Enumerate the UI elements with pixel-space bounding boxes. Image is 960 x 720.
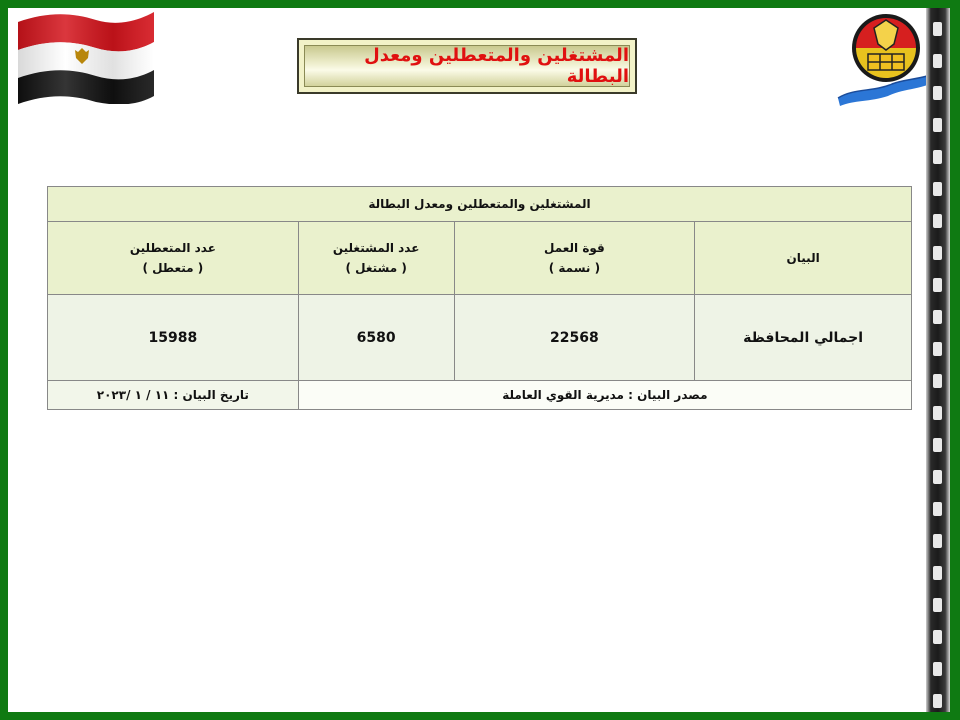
header-labor-force-line1: قوة العمل bbox=[544, 241, 605, 255]
slide bbox=[8, 8, 950, 712]
table-caption: المشتغلين والمتعطلين ومعدل البطالة bbox=[48, 187, 912, 222]
header-employed-line2: ( مشتغل ) bbox=[345, 261, 407, 275]
row-label: اجمالي المحافظة bbox=[695, 295, 912, 381]
table-header-row bbox=[48, 222, 912, 295]
header-unemployed bbox=[48, 222, 299, 295]
table-row bbox=[48, 295, 912, 381]
unemployed-value: 15988 bbox=[48, 295, 299, 381]
header-statement-line1: البيان bbox=[786, 251, 820, 265]
employment-table bbox=[47, 186, 912, 410]
data-source: مصدر البيان : مديرية القوي العاملة bbox=[298, 381, 911, 410]
header-statement bbox=[695, 222, 912, 295]
labor-force-value: 22568 bbox=[454, 295, 695, 381]
egypt-flag-icon bbox=[16, 8, 156, 104]
employed-value: 6580 bbox=[298, 295, 454, 381]
header-unemployed-line2: ( متعطل ) bbox=[142, 261, 204, 275]
filmstrip-decoration bbox=[926, 8, 950, 712]
header-employed bbox=[298, 222, 454, 295]
table-footer-row bbox=[48, 381, 912, 410]
title-box bbox=[297, 38, 637, 94]
logo-text: محافظة الفيوم bbox=[834, 8, 841, 9]
header-labor-force-line2: ( نسمة ) bbox=[548, 261, 601, 275]
table-caption-row bbox=[48, 187, 912, 222]
data-date: تاريخ البيان : ١١ / ١ /٢٠٢٣ bbox=[48, 381, 299, 410]
page-title: المشتغلين والمتعطلين ومعدل البطالة bbox=[304, 45, 630, 87]
header-employed-line1: عدد المشتغلين bbox=[332, 241, 420, 255]
header-labor-force bbox=[454, 222, 695, 295]
header-unemployed-line1: عدد المتعطلين bbox=[129, 241, 216, 255]
